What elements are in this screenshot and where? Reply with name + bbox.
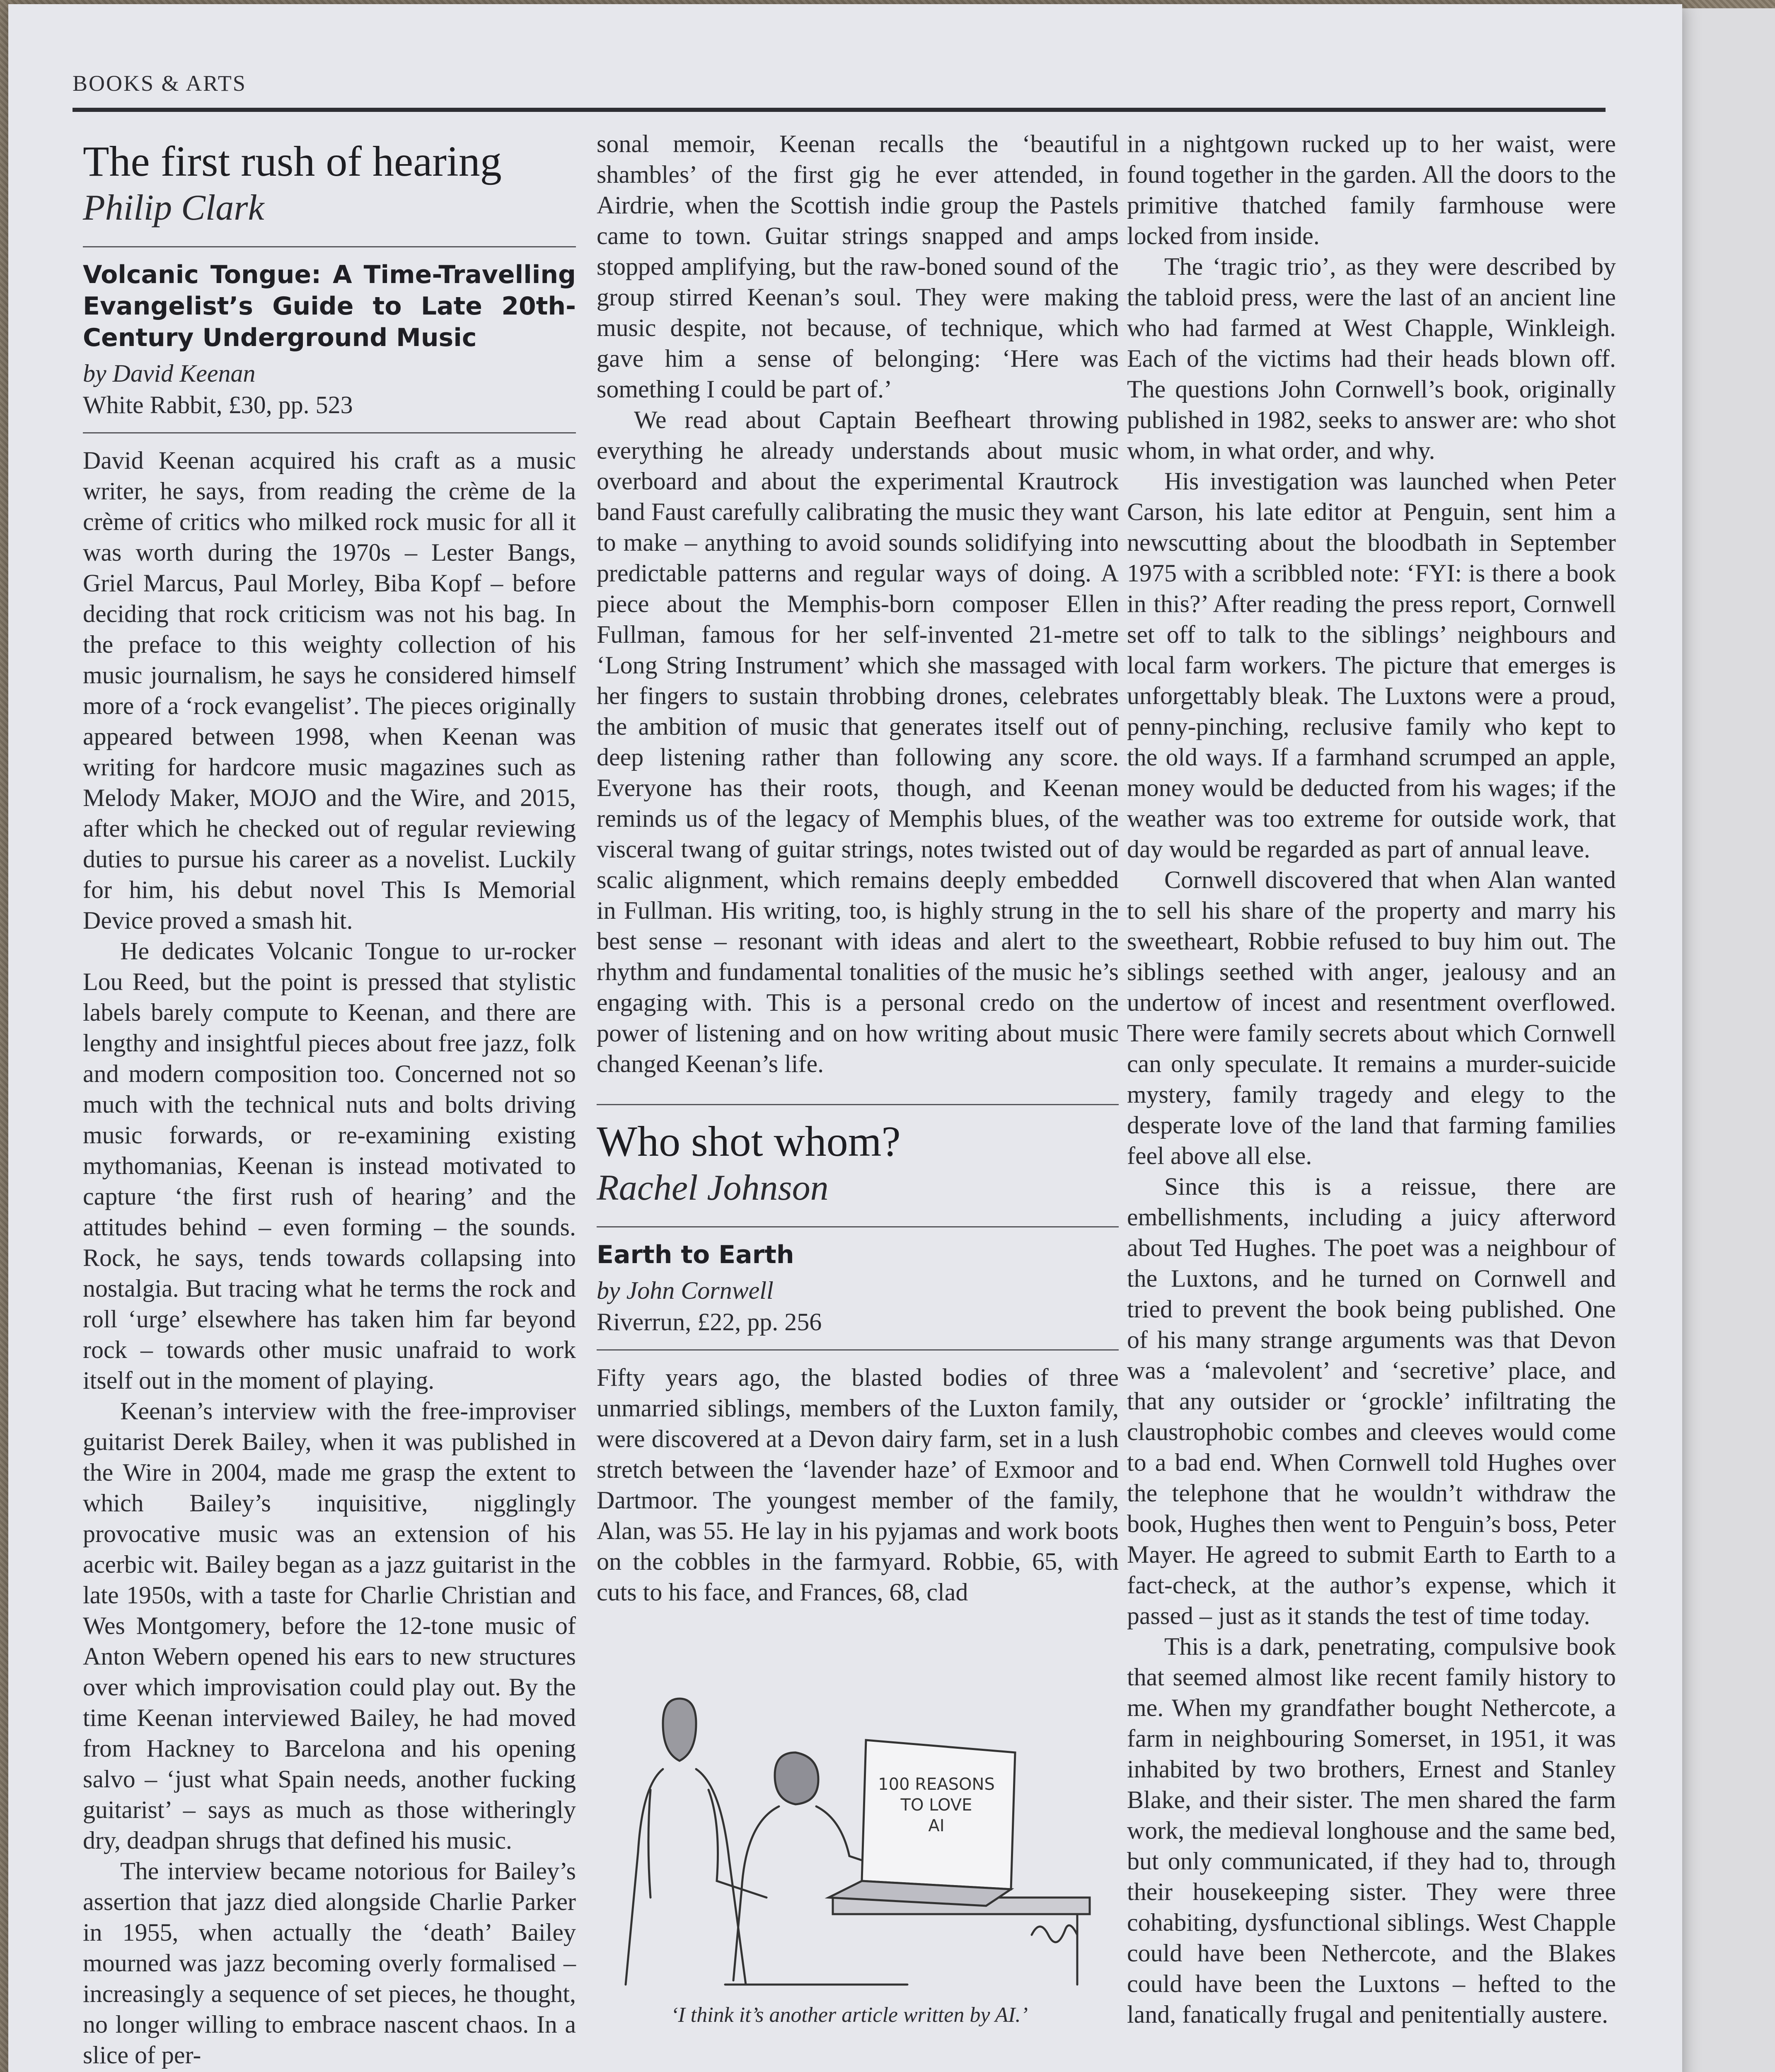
column-1 bbox=[83, 128, 576, 2070]
review2-author: Rachel Johnson bbox=[597, 1168, 829, 1208]
paragraph: His investigation was launched when Peter Carson, his late editor at Penguin, sent him a newscutting about the bloodbath in September 1975 with a scribbled note: ‘FYI: is there a book in this?’ After reading the press report, Cornwell set off to talk to the siblings’ neighbours and local farm workers. The picture that emerges is unforgettably bleak. The Luxtons were a proud, penny-pinching, reclusive family who kept to the old ways. If a farmhand scrumped an apple, money would be deducted from his wages; if the weather was too extreme for outside work, that day would be regarded as part of annual leave. bbox=[1127, 467, 1616, 863]
header-rule bbox=[73, 108, 1606, 112]
paragraph: in a nightgown rucked up to her waist, were found together in the garden. All the doors to the primitive thatched family farmhouse were locked from inside. bbox=[1127, 130, 1616, 249]
column-3 bbox=[1127, 128, 1616, 2030]
paragraph: This is a dark, penetrating, compulsive book that seemed almost like recent family history to me. When my grandfather bought Nethercote, a farm in neighbouring Somerset, in 1951, it was inhabited by two brothers, Ernest and Stanley Blake, and their sister. The men shared the farm work, the medieval longhouse and the same bed, but only communicated, if they had to, through their housekeeping sister. They were three cohabiting, dysfunctional siblings. West Chapple could have been Nethercote, and the Blakes could have been the Luxtons – hefted to the land, fanatically frugal and penitentially austere. bbox=[1127, 1633, 1616, 2028]
review2-headline: Who shot whom? bbox=[597, 1118, 901, 1165]
paragraph: The interview became notorious for Bailey’s assertion that jazz died alongside Charlie Parker in 1955, when actually the ‘death’ Bailey mourned was jazz becoming overly formalised – increasingly a sequence of set pieces, he thought, no longer willing to embrace nascent chaos. In a slice of per- bbox=[83, 1857, 576, 2069]
review2-book-title: Earth to Earth bbox=[597, 1240, 794, 1269]
review1-author: Philip Clark bbox=[83, 188, 264, 228]
review2-book-publisher: Riverrun, £22, pp. 256 bbox=[597, 1308, 822, 1336]
cartoon-screen-line-2: TO LOVE bbox=[900, 1796, 972, 1815]
section-label: BOOKS & ARTS bbox=[73, 71, 247, 96]
paragraph: He dedicates Volcanic Tongue to ur-rocker Lou Reed, but the point is pressed that stylistic labels barely compute to Keenan, and there are lengthy and insightful pieces about free jazz, folk and modern composition too. Concerned not so much with the technical nuts and bolts driving music forwards, or re-examining existing mythomanias, Keenan is instead motivated to capture ‘the first rush of hearing’ and the attitudes behind – even forming – the sounds. Rock, he says, tends towards collapsing into nostalgia. But tracing what he terms the rock and roll ‘urge’ elsewhere has taken him far beyond rock – towards other music unafraid to work itself out in the moment of playing. bbox=[83, 937, 576, 1394]
paragraph: sonal memoir, Keenan recalls the ‘beautiful shambles’ of the first gig he ever attended, in Airdrie, when the Scottish indie group the Pastels came to town. Guitar strings snapped and amps stopped amplifying, but the raw-boned sound of the group stirred Keenan’s soul. They were making music despite, not because, of technique, which gave him a sense of belonging: ‘Here was something I could be part of.’ bbox=[597, 130, 1119, 403]
paragraph: Fifty years ago, the blasted bodies of three unmarried siblings, members of the Luxton family, were discovered at a Devon dairy farm, set in a lush stretch between the ‘lavender haze’ of Exmoor and Dartmoor. The youngest member of the family, Alan, was 55. He lay in his pyjamas and work boots on the cobbles in the farmyard. Robbie, 65, with cuts to his face, and Frances, 68, clad bbox=[597, 1364, 1119, 1606]
paragraph: Since this is a reissue, there are embellishments, including a juicy afterword about Ted Hughes. The poet was a neighbour of the Luxtons, and he turned on Cornwell and tried to prevent the book being published. One of his many strange arguments was that Devon was a ‘malevolent’ and ‘secretive’ place, and that any outsider or ‘grockle’ infiltrating the claustrophobic combes and cleeves would come to a bad end. When Cornwell told Hughes over the telephone that he wouldn’t withdraw the book, Hughes then went to Penguin’s boss, Peter Mayer. He agreed to submit Earth to Earth to a fact-check, at the author’s expense, which it passed – just as it stands the test of time today. bbox=[1127, 1173, 1616, 1629]
review1-book-title: Volcanic Tongue: A Time-Travelling Evangelist’s Guide to Late 20th-Century Underground Music bbox=[83, 260, 576, 352]
cartoon-screen-line-3: AI bbox=[928, 1816, 945, 1835]
paragraph: Cornwell discovered that when Alan wanted to sell his share of the property and marry his sweetheart, Robbie refused to buy him out. The siblings seethed with anger, jealousy and an undertow of incest and resentment overflowed. There were family secrets about which Cornwell can only speculate. It remains a murder-suicide mystery, family tragedy and elegy to the desperate love of the land that farming families feel above all else. bbox=[1127, 866, 1616, 1169]
divider bbox=[597, 1226, 1119, 1227]
review1-headline: The first rush of hearing bbox=[83, 138, 502, 185]
cartoon-caption: ‘I think it’s another article written by AI.’ bbox=[671, 2003, 1028, 2027]
paragraph: Keenan’s interview with the free-improviser guitarist Derek Bailey, when it was published in the Wire in 2004, made me grasp the extent to which Bailey’s inquisitive, nigglingly provocative music was an extension of his acerbic wit. Bailey began as a jazz guitarist in the late 1950s, with a taste for Charlie Christian and Wes Montgomery, before the 12-tone music of Anton Webern opened his ears to new structures over which improvisation could play out. By the time Keenan interviewed Bailey, he had moved from Hackney to Barcelona and his opening salvo – ‘just what Spain needs, another fucking guitarist’ – says as much as those witheringly dry, deadpan shrugs that defined his music. bbox=[83, 1397, 576, 1854]
divider bbox=[83, 246, 576, 247]
cartoon bbox=[601, 1632, 1098, 2027]
divider bbox=[597, 1104, 1119, 1105]
review1-book-author: by David Keenan bbox=[83, 360, 256, 387]
cartoon-drawing bbox=[601, 1632, 1098, 1989]
paragraph: David Keenan acquired his craft as a music writer, he says, from reading the crème de la crème of critics who milked rock music for all it was worth during the 1970s – Lester Bangs, Griel Marcus, Paul Morley, Biba Kopf – before deciding that rock criticism was not his bag. In the preface to this weighty collection of his music journalism, he says he considered himself more of a ‘rock evangelist’. The pieces originally appeared between 1998, when Keenan was writing for hardcore music magazines such as Melody Maker, MOJO and the Wire, and 2015, after which he checked out of regular reviewing duties to pursue his career as a novelist. Luckily for him, his debut novel This Is Memorial Device proved a smash hit. bbox=[83, 447, 576, 934]
divider bbox=[597, 1349, 1119, 1351]
column-2 bbox=[597, 128, 1119, 2027]
cartoon-screen-line-1: 100 REASONS bbox=[878, 1775, 995, 1794]
review1-book-publisher: White Rabbit, £30, pp. 523 bbox=[83, 391, 353, 419]
paragraph: We read about Captain Beefheart throwing everything he already understands about music overboard and about the experimental Krautrock band Faust carefully calibrating the music they want to make – anything to avoid sounds solidifying into predictable patterns and regular ways of doing. A piece about the Memphis-born composer Ellen Fullman, famous for her self-invented 21-metre ‘Long String Instrument’ which she massaged with her fingers to sustain throbbing drones, celebrates the ambition of music that generates itself out of deep listening rather than following any score. Everyone has their roots, though, and Keenan reminds us of the legacy of Memphis blues, of the visceral twang of guitar strings, notes twisted out of scalic alignment, which remains deeply embedded in Fullman. His writing, too, is highly strung in the best sense – resonant with ideas and alert to the rhythm and fundamental tonalities of the music he’s engaging with. This is a personal credo on the power of listening and on how writing about music changed Keenan’s life. bbox=[597, 406, 1119, 1077]
review2-book-author: by John Cornwell bbox=[597, 1277, 774, 1304]
divider bbox=[83, 432, 576, 433]
paragraph: The ‘tragic trio’, as they were described by the tabloid press, were the last of an ancient line who had farmed at West Chapple, Winkleigh. Each of the victims had their heads blown off. The questions John Cornwell’s book, originally published in 1982, seeks to answer are: who shot whom, in what order, and why. bbox=[1127, 253, 1616, 464]
magazine-page bbox=[8, 4, 1682, 2072]
